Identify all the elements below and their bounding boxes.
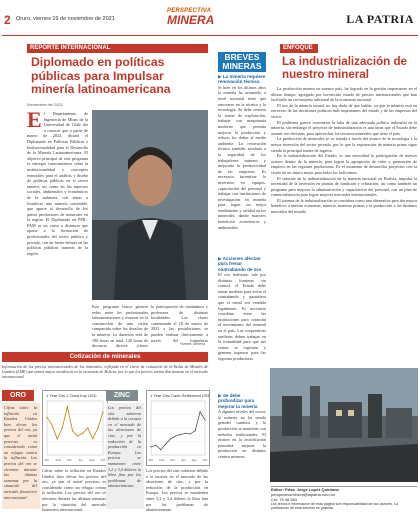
zinc-label: ZINC bbox=[106, 390, 138, 401]
zinc-data-point bbox=[150, 446, 151, 447]
breves-mineras-header bbox=[218, 52, 266, 72]
oro-x-tick-label: Oct bbox=[100, 458, 106, 462]
article-body: El objetivo principal de este programa es entregar conocimientos sobre la institucionalidad y conceptos esenciales para el análisis y diseño de políticas públicas en el sector minero, así como en los aspectos sociales, ambientales y económicos de la industria, con miras a fortalecer una minería sostenible, que aporte al desarrollo de los países productores de minerales en la región. El Diplomado en PPIL-PAM es un curso a distancia que aporta a la formación de profesionales del sector público y privado, con un fuerte énfasis en las políticas públicas mineras de la región. bbox=[27, 150, 88, 256]
oro-data-point bbox=[102, 411, 103, 412]
zinc-x-tick-label: Dic bbox=[148, 458, 154, 462]
enfoque-paragraph: La producción minera en nuestro país, ha logrado en la gestión importantes en el último tiempo, agregado por favorecido estado de precios internacionales que han facilitado un crecimiento adicional de la economía nacional. bbox=[271, 86, 417, 103]
oro-x-tick-label: Dic bbox=[44, 458, 50, 462]
oro-data-point bbox=[46, 417, 47, 418]
person-photo-illustration bbox=[92, 110, 208, 300]
oro-text: Cifras sobre la inflación en Estados Unidos hizo elevar los precios del oro, ya que el metal precioso es considerado como un refugio contra la inflación. Los precios del oro se elevaron durante las últimas semanas por la situación del mercado financiero internacional. bbox=[4, 405, 37, 500]
zinc-data-point bbox=[165, 444, 166, 445]
oro-x-tick-label: Jun bbox=[78, 458, 84, 462]
enfoque-paragraph: El problema parece concentrar la falta de una adecuada política industrial en la minería, sin embargo el proyecto de industrialización es una tarea que el Estado debe asumir con decisión, para aprovechar los recursos minerales que tiene el país. bbox=[271, 119, 417, 136]
main-headline: Diplomado en políticas públicas para Impulsar minería latinoamericana bbox=[31, 55, 171, 97]
zinc-chart-caption: Los precios del zinc subieron debido a la escasez en el mercado de las aleaciones de cinc, y por la reducción de la producción en Europa. Los precios se mantienen entre 3,2 y 3,4 dólares la libra fina por los problemas de abastecimiento. bbox=[146, 468, 208, 512]
zinc-data-point bbox=[185, 433, 186, 434]
mining-plant-illustration bbox=[270, 368, 418, 482]
oro-data-point bbox=[87, 427, 88, 428]
logo-top-text: PERSPECTIVA bbox=[167, 8, 212, 14]
person-photo bbox=[92, 110, 208, 300]
enfoque-paragraph: La producción de minerales se ve tratada a través del avance de la tecnología y la mayor inversión del sector privado, por lo que la exportación de materia prima sigue siendo la principal fuente de ingreso. bbox=[271, 136, 417, 153]
zinc-data-point bbox=[195, 430, 196, 431]
breves-title-line2: MINERAS bbox=[222, 61, 262, 71]
zinc-data-point bbox=[180, 434, 181, 435]
mining-plant-photo bbox=[270, 368, 418, 482]
oro-data-point bbox=[67, 406, 68, 407]
drop-cap: E bbox=[27, 111, 42, 132]
editor-phone: Cel: 75 48 563 bbox=[271, 497, 298, 502]
cotizacion-header: Cotización de minerales bbox=[2, 352, 208, 362]
oro-data-point bbox=[82, 433, 83, 434]
breves-column bbox=[218, 74, 266, 514]
logo-main-text: MINERA bbox=[167, 13, 215, 27]
cotizacion-note: Información de los precios internacionales de los minerales, reflejada en el cierre de cotización de la Bolsa de Metales de Londres (LME) que tienen mayor incidencia en la economía de Bolivia, por lo que los precios varían diariamente en el mercado internacional. bbox=[2, 364, 208, 379]
oro-x-tick-label: Feb bbox=[55, 458, 61, 462]
article-dateline: Noviembre del 2021 bbox=[27, 102, 63, 107]
oro-data-point bbox=[57, 438, 58, 439]
oro-chart-caption: Cifras sobre la inflación en Estados Unidos hizo elevar los precios del oro, ya que el metal precioso es considerado como un refugio contra la inflación. Los precios del oro se elevaron durante las últimas semanas por la situación del mercado financiero internacional. bbox=[42, 468, 106, 512]
enfoque-column bbox=[271, 86, 417, 286]
oro-x-tick-label: Ago bbox=[89, 458, 95, 462]
oro-data-point bbox=[72, 430, 73, 431]
issue-date: Oruro, viernes 19 de noviembre de 2021 bbox=[16, 16, 115, 22]
zinc-data-point bbox=[155, 445, 156, 446]
perspectiva-minera-logo bbox=[167, 8, 233, 34]
editor-info bbox=[271, 486, 417, 511]
article-column-2: Este programa busca generar redes entre los profesionales latinoamericanos y avanzar en la construcción de una visión compartida sobre los desafíos de la minería. La duración será de 196 horas en total, 120 horas de docencia directa (clases bbox=[92, 304, 148, 348]
zinc-data-point bbox=[190, 433, 191, 434]
zinc-chart-title: 1 Year Zinc Cash-Settlement USD/t bbox=[150, 393, 209, 398]
breve-headline: ▶ Acciones afectan para frenar contrabando de oro bbox=[218, 255, 262, 272]
breve-headline: ▶ Se debe profundizar para mejorar la minería bbox=[218, 393, 258, 409]
enfoque-paragraph: En la industrialización del Estado, es una necesidad la participación de nuevos actores dentro de la minería, para lograr la agregación de valor y generación de empleos en las regiones productoras. Es el momento de desarrollar proyectos con la visión de un futuro mejor para todos los bolivianos. bbox=[271, 153, 417, 175]
oro-data-point bbox=[51, 425, 52, 426]
breve-headline: ▶ La minería requiere renovación técnica bbox=[218, 74, 266, 85]
editor-email[interactable]: perspectivaminera@lapatria.com.bo bbox=[271, 492, 336, 497]
breve-body: Si bien en los últimos años la minería ha avanzado, a nivel nacional tiene que renovarse en la técnica y la tecnología. Se debe renovar la forma de explotación, trabajar con maquinaria moderna que permita mejorar la producción y reducir los daños al medio ambiente. La renovación técnica también ayudaría a la seguridad de los trabajadores mineros y mejoraría la productividad de las empresas. Es necesario incentivar la inversión en equipos, capacitación del personal y trabajar con instituciones de investigación en minería para lograr un mejor rendimiento y calidad en los minerales, dando mayores beneficios económicos y ambientales. bbox=[218, 84, 266, 230]
oro-x-tick-label: Abr bbox=[67, 458, 72, 462]
oro-data-point bbox=[77, 436, 78, 437]
enfoque-paragraph: El uso de la minería estatal, no hay duda de que hablar, ya que la minería está en retroceso de las decisiones políticas más importantes del estado y de las empresas del sector. bbox=[271, 102, 417, 119]
zinc-data-point bbox=[175, 436, 176, 437]
zinc-x-tick-label: Feb bbox=[159, 458, 165, 462]
breve-body: A algunos niveles del sector, la minería no ha tenido grandes cambios y la producción se mantiene con métodos tradicionales. El avance en la tecnificación permitirá mejorar la producción en distintos centros mineros. bbox=[218, 409, 266, 459]
zinc-data-point bbox=[204, 419, 205, 420]
editor-disclaimer: Los textos e información de esta página son responsabilidad de sus autores. La publicación de esta sección es gratuita. bbox=[271, 502, 399, 511]
breve-body: El oro boliviano sale por distintas fronteras sin control, el Estado debe tomar medidas para evitar el contrabando y garantizar que el metal sea vendido legalmente. Es necesario coordinar entre las instituciones para controlar el movimiento del mineral en el país. Las cooperativas auríferas deben trabajar en la formalidad para que sus ventas se registren y generen ingresos para las regiones productoras. bbox=[218, 272, 266, 361]
article-column-3: la participación de ciudadanos y profesores de distintas localidades. Las clases comenzarán el 18 de marzo de 2022 y las postulaciones se pueden realizar directamente a través del formulario bbox=[151, 304, 208, 342]
newspaper-name: LA PATRIA bbox=[346, 12, 414, 26]
zinc-data-point bbox=[170, 438, 171, 439]
article-column-1 bbox=[27, 111, 88, 346]
enfoque-paragraph: El sistema de la industrialización se considera como una alternativa para dar mayor beneficio a nuestra economía, minería, materias primas y la producción a los distintos mercados del mundo. bbox=[271, 197, 417, 215]
oro-chart-svg bbox=[43, 391, 107, 465]
oro-data-point bbox=[97, 427, 98, 428]
zinc-data-point bbox=[160, 449, 161, 450]
zinc-price-line bbox=[151, 412, 205, 450]
page-number: 2 bbox=[4, 13, 11, 27]
zinc-x-tick-label: Jun bbox=[180, 458, 186, 462]
oro-label: ORO bbox=[2, 390, 34, 401]
header-rule bbox=[2, 35, 418, 36]
oro-data-point bbox=[92, 438, 93, 439]
oro-chart bbox=[42, 390, 108, 466]
oro-data-point bbox=[62, 427, 63, 428]
article-lead: l Departamento de Ingeniería de Minas de la Universidad de Chile dio a conocer que a partir de marzo de 2022, dictará el Diplomado en Políticas Públicas e Institucionalidad para el Desarrollo de la Minería Latinoamericana. bbox=[27, 111, 88, 156]
zinc-x-tick-label: Oct bbox=[202, 458, 208, 462]
section-tab-reporte: REPORTE INTERNACIONAL bbox=[27, 44, 208, 53]
zinc-data-point bbox=[199, 411, 200, 412]
article-source: Fuente: Minería bbox=[180, 342, 206, 346]
section-tab-enfoque: ENFOQUE bbox=[280, 44, 318, 53]
zinc-text: Los precios del zinc subieron debido a la escasez en el mercado de las aleaciones de cinc, y por la reducción de la producción en Europa. Los precios se mantienen entre 3,2 y 3,4 dólares la libra fina por los problemas de abastecimiento. bbox=[108, 405, 141, 489]
zinc-x-tick-label: Ago bbox=[191, 458, 197, 462]
zinc-x-tick-label: Abr bbox=[170, 458, 175, 462]
oro-price-line bbox=[47, 406, 103, 438]
editor-name: Editor: Pdsa. Jorge Lopez Quintana bbox=[271, 487, 339, 492]
zinc-chart-svg bbox=[147, 391, 209, 465]
zinc-chart bbox=[146, 390, 210, 466]
breves-title-line1: BREVES bbox=[224, 52, 260, 62]
enfoque-headline: La industrialización de nuestro mineral bbox=[282, 55, 407, 81]
enfoque-paragraph: El informe de la industrialización de la minería nacional en Bolivia, impulsa la necesidad de la inversión en plantas de fundición y refinación, así como también un programa para mejorar la administración y capacitación del personal, con un plan de comercialización para lograr mejores mercados internacionales. bbox=[271, 175, 417, 198]
oro-chart-title: 1 Year Oro 1 Onza troy USD bbox=[46, 393, 97, 398]
